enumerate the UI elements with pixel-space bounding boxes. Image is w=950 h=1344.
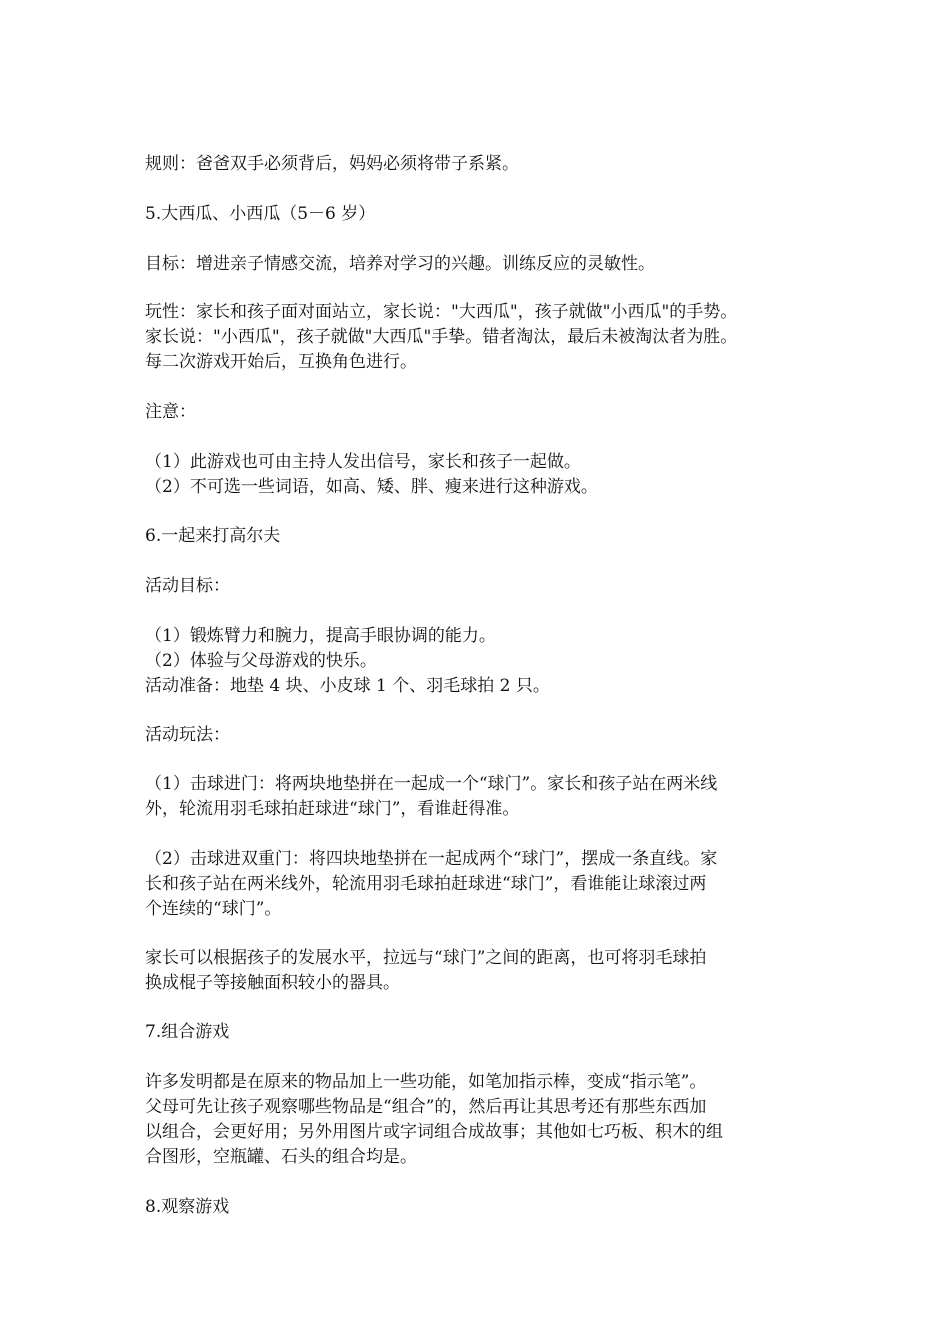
method-2-line-1: （2）击球进双重门：将四块地垫拼在一起成两个“球门”，摆成一条直线。家 bbox=[145, 849, 718, 869]
play-text-line-2: 家长说："小西瓜"，孩子就做"大西瓜"手挚。错者淘汰，最后未被淘汰者为胜。 bbox=[145, 327, 738, 347]
combo-text-line-1: 许多发明都是在原来的物品加上一些功能，如笔加指示棒，变成“指示笔”。 bbox=[145, 1072, 707, 1092]
play-text-line-1: 玩性：家长和孩子面对面站立，家长说："大西瓜"，孩子就做"小西瓜"的手势。 bbox=[145, 302, 738, 322]
combo-text-line-2: 父母可先让孩子观察哪些物品是“组合”的，然后再让其思考还有那些东西加 bbox=[145, 1097, 707, 1117]
section-heading-5: 5.大西瓜、小西瓜（5－6 岁） bbox=[145, 204, 376, 224]
goal-text: 目标：增进亲子情感交流，培养对学习的兴趣。训练反应的灵敏性。 bbox=[145, 254, 655, 274]
play-text-line-3: 每二次游戏开始后，互换角色进行。 bbox=[145, 352, 417, 372]
activity-goal-item-1: （1）锻炼臂力和腕力，提高手眼协调的能力。 bbox=[145, 626, 496, 646]
method-1-line-2: 外，轮流用羽毛球拍赶球进“球门”，看谁赶得准。 bbox=[145, 799, 520, 819]
activity-goal-label: 活动目标： bbox=[145, 576, 230, 596]
parent-tip-line-2: 换成棍子等接触面积较小的器具。 bbox=[145, 973, 400, 993]
section-heading-7: 7.组合游戏 bbox=[145, 1022, 230, 1042]
method-1-line-1: （1）击球进门：将两块地垫拼在一起成一个“球门”。家长和孩子站在两米线 bbox=[145, 774, 718, 794]
combo-text-line-4: 合图形，空瓶罐、石头的组合均是。 bbox=[145, 1147, 417, 1167]
section-heading-8: 8.观察游戏 bbox=[145, 1197, 230, 1217]
parent-tip-line-1: 家长可以根据孩子的发展水平，拉远与“球门”之间的距离，也可将羽毛球拍 bbox=[145, 948, 707, 968]
method-2-line-3: 个连续的“球门”。 bbox=[145, 899, 282, 919]
note-label: 注意： bbox=[145, 402, 196, 422]
rule-text: 规则：爸爸双手必须背后，妈妈必须将带子系紧。 bbox=[145, 154, 519, 174]
combo-text-line-3: 以组合，会更好用；另外用图片或字词组合成故事；其他如七巧板、积木的组 bbox=[145, 1122, 723, 1142]
note-item-2: （2）不可选一些词语，如高、矮、胖、瘦来进行这种游戏。 bbox=[145, 477, 598, 497]
activity-preparation: 活动准备：地垫 4 块、小皮球 1 个、羽毛球拍 2 只。 bbox=[145, 676, 550, 696]
section-heading-6: 6.一起来打高尔夫 bbox=[145, 526, 281, 546]
method-2-line-2: 长和孩子站在两米线外，轮流用羽毛球拍赶球进“球门”，看谁能让球滚过两 bbox=[145, 874, 707, 894]
activity-goal-item-2: （2）体验与父母游戏的快乐。 bbox=[145, 651, 377, 671]
activity-method-label: 活动玩法： bbox=[145, 725, 230, 745]
note-item-1: （1）此游戏也可由主持人发出信号，家长和孩子一起做。 bbox=[145, 452, 581, 472]
